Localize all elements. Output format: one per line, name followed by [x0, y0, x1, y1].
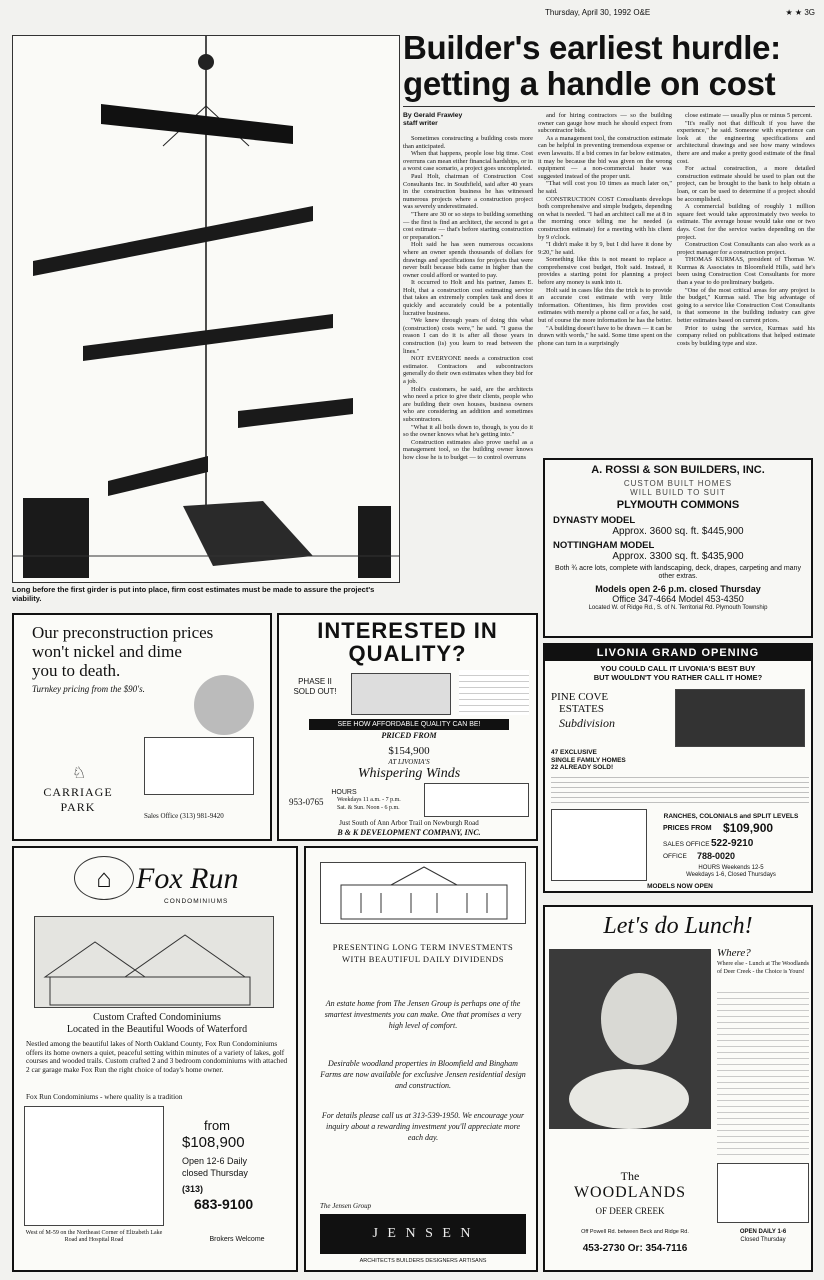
paragraph: and for hiring contractors — so the building owner can gauge how much he should expect from subcontractor bids.	[538, 112, 672, 135]
jensen-estate-illustration	[320, 862, 526, 924]
woodlands-location-map	[717, 1163, 809, 1223]
rossi-model-1-detail: Approx. 3600 sq. ft. $445,900	[612, 526, 744, 537]
jensen-logo: J E N S E N	[320, 1214, 526, 1254]
rossi-community: PLYMOUTH COMMONS	[616, 499, 740, 511]
fox-run-sub: CONDOMINIUMS	[164, 898, 229, 905]
livonia-models-open: MODELS NOW OPEN	[647, 883, 713, 890]
pine-cove-house-photo	[675, 689, 805, 747]
livonia-count-1: 47 EXCLUSIVE	[551, 749, 597, 756]
paragraph: close estimate — usually plus or minus 5 percent.	[685, 112, 813, 119]
byline-name: By Gerald Frawley	[403, 112, 463, 119]
page-number: ★ ★ 3G	[785, 8, 815, 17]
paragraph: Holt said in cases like this the trick is to provide an accurate cost estimate with very little information. Oftentimes, his firm provides cost estimates with merely a phone call or a fax, he said, but of course the more information he has the better.	[538, 286, 672, 325]
quality-hours-1: Weekdays 11 a.m. - 7 p.m.	[337, 797, 401, 803]
woodlands-open-1: OPEN DAILY 1-6	[739, 1229, 787, 1235]
fox-run-line-2: Located in the Beautiful Woods of Waterford	[66, 1024, 248, 1035]
quality-at: AT LIVONIA'S	[388, 758, 430, 766]
woodlands-deer-creek-ad	[543, 905, 813, 1272]
carriage-tagline: Turnkey pricing from the $90's.	[32, 684, 145, 694]
jensen-group-ad	[304, 846, 538, 1272]
quality-title-2: QUALITY?	[348, 641, 467, 666]
jensen-group-name: The Jensen Group	[320, 1202, 372, 1210]
livonia-price-label: PRICES FROM	[663, 825, 712, 832]
woodlands-location: Off Powell Rd. between Beck and Ridge Rd.	[581, 1229, 689, 1235]
woodlands-the: The	[620, 1169, 640, 1183]
quality-hours-2: Sat. & Sun. Noon - 6 p.m.	[337, 805, 400, 811]
fox-run-tagline: Fox Run Condominiums - where quality is a tradition	[26, 1092, 183, 1101]
fox-run-location-map	[24, 1106, 164, 1226]
jensen-body-2: Desirable woodland properties in Bloomfield and Bingham Farms are now available for exclusive Jensen residential design and construction.	[320, 1059, 526, 1090]
jensen-headline-2: WITH BEAUTIFUL DAILY DIVIDENDS	[341, 954, 504, 964]
pine-cove-estates-ad	[543, 643, 813, 893]
quality-house-photo	[351, 673, 451, 715]
quality-hours-label: HOURS	[331, 789, 357, 796]
rossi-hours: Models open 2-6 p.m. closed Thursday	[595, 584, 761, 594]
paragraph: It occurred to Holt and his partner, James E. Holt, that a construction cost estimating service that takes an extremely complex task and does it quickly and accurately could be a potentially lucrative business.	[403, 279, 533, 317]
rossi-sub-2: WILL BUILD TO SUIT	[630, 488, 726, 497]
fox-run-building-illustration	[34, 916, 274, 1008]
livonia-count-2: SINGLE FAMILY HOMES	[551, 756, 626, 764]
rossi-title: A. ROSSI & SON BUILDERS, INC.	[591, 464, 765, 476]
fox-run-line-1: Custom Crafted Condominiums	[93, 1012, 221, 1023]
paragraph: As a management tool, the construction estimate can be helpful in preventing tremendous expense or even lawsuits. If a bid comes in far below estimates, it may be because the bid was given on the wrong equipment — a non-commercial heater was suggested instead of the proper unit.	[538, 134, 672, 180]
fox-run-area-code: (313)	[182, 1184, 204, 1194]
fox-run-phone: 683-9100	[194, 1196, 254, 1212]
woodlands-phones: 453-2730 Or: 354-7116	[582, 1243, 688, 1254]
pine-cove-name-3: Subdivision	[559, 716, 615, 730]
lunch-question: Where else - Lunch at The Woodlands of Deer Creek - the Choice is Yours!	[717, 961, 809, 975]
jensen-body-1: An estate home from The Jensen Group is perhaps one of the smartest investments you can make. One that promises a very high level of comfort.	[324, 999, 522, 1030]
rossi-features: Both ¾ acre lots, complete with landscaping, deck, drapes, carpeting and many other extras.	[555, 565, 801, 580]
fox-run-from: from	[204, 1118, 230, 1133]
livonia-hours-2: Weekdays 1-6, Closed Thursdays	[686, 872, 776, 878]
paragraph: "There are 30 or so steps to building something — the first is find an architect, the second is get a cost estimate — that's before starting construction or preparation."	[403, 210, 533, 241]
quality-phase: PHASE II	[298, 677, 332, 686]
carriage-headline-3: you to death.	[32, 661, 121, 680]
paragraph: "What it all boils down to, though, is you do it so the owner knows what he's getting into."	[403, 423, 533, 439]
whispering-winds-ad	[277, 613, 538, 841]
headline-line-2: getting a handle on cost	[403, 65, 776, 102]
article-column-1	[403, 135, 533, 583]
paragraph: Paul Holt, chairman of Construction Cost Consultants Inc. in Southfield, said after 40 years in the construction business he has witnessed numerous projects where a construction project was severely underestimated.	[403, 172, 533, 211]
livonia-body-text	[551, 773, 809, 807]
quality-phone: 953-0765	[289, 797, 324, 807]
article-headline	[403, 30, 815, 105]
byline-role: staff writer	[403, 120, 438, 127]
carriage-office: Sales Office (313) 981-9420	[144, 812, 224, 820]
paragraph: When that happens, people lose big time. Cost overruns can mean either financial hardships, or in a worst case scenario, a project goes uncompleted.	[403, 150, 533, 173]
byline	[403, 112, 533, 132]
rossi-model-2-detail: Approx. 3300 sq. ft. $435,900	[612, 551, 744, 562]
livonia-banner: LIVONIA GRAND OPENING	[545, 645, 811, 661]
carriage-park-ad	[12, 613, 272, 841]
quality-company: B & K DEVELOPMENT COMPANY, INC.	[337, 828, 481, 837]
nickel-coin-icon	[194, 675, 254, 735]
woodlands-name: WOODLANDS	[573, 1184, 687, 1201]
paragraph: Construction Cost Consultants can also work as a project manager for a construction project.	[677, 241, 815, 256]
livonia-count-3: 22 ALREADY SOLD!	[551, 764, 614, 771]
livonia-sales-phone: 522-9210	[711, 838, 754, 849]
girder-photo	[12, 35, 400, 583]
quality-location: Just South of Ann Arbor Trail on Newburgh Road	[339, 819, 479, 827]
rossi-builders-ad	[543, 458, 813, 638]
page-header	[545, 8, 815, 22]
quality-sold-out: SOLD OUT!	[293, 687, 337, 696]
pine-cove-name-1: PINE COVE	[551, 691, 609, 703]
rossi-model-2: NOTTINGHAM MODEL	[553, 540, 655, 551]
carriage-name-1: CARRIAGE	[43, 785, 113, 799]
girder-illustration	[13, 36, 400, 583]
paragraph: "We knew through years of doing this what (construction) costs were," he said. "I guess the reason I can do it is after all those years in construction (is) you learn to read between the lines."	[403, 317, 533, 355]
livonia-office-label: OFFICE	[663, 853, 687, 860]
carriage-headline-2: won't nickel and dime	[32, 642, 182, 661]
pine-cove-name-2: ESTATES	[559, 703, 604, 715]
carriage-headline-1: Our preconstruction prices	[32, 623, 214, 642]
jensen-footer: ARCHITECTS BUILDERS DESIGNERS ARTISANS	[359, 1258, 487, 1264]
quality-banner: SEE HOW AFFORDABLE QUALITY CAN BE!	[309, 719, 509, 730]
article-column-3	[677, 112, 815, 452]
quality-price: $154,900	[388, 745, 430, 757]
livonia-office-phone: 788-0020	[697, 851, 736, 861]
paragraph: Holt said he has seen numerous occasions where an owner spends thousands of dollars for drawings and specifications for projects that were never built because bids came in higher than the owner could afford or wanted to pay.	[403, 241, 533, 279]
fox-run-open-1: Open 12-6 Daily	[182, 1156, 248, 1166]
issue-date: Thursday, April 30, 1992 O&E	[545, 8, 651, 17]
article-column-2	[538, 112, 672, 452]
fox-run-ad	[12, 846, 298, 1272]
woodlands-of: OF DEER CREEK	[595, 1206, 665, 1216]
livonia-price: $109,900	[723, 821, 774, 835]
livonia-hours-1: HOURS Weekends 12-5	[698, 865, 764, 871]
fox-run-price: $108,900	[182, 1134, 245, 1151]
paragraph: "A building doesn't have to be drawn — it can be drawn with words," he said. Some time spent on the phone can turn in a surprisingly	[538, 324, 672, 347]
quality-community-name: Whispering Winds	[357, 766, 461, 781]
livonia-counts	[551, 749, 671, 772]
quality-blurb	[459, 670, 529, 715]
fox-run-logo-icon: ⌂	[74, 856, 134, 900]
livonia-line-1: YOU COULD CALL IT LIVONIA'S BEST BUY	[600, 664, 756, 673]
paragraph: "I didn't make it by 9, but I did have it done by 9:20," he said.	[538, 241, 672, 256]
rossi-phones: Office 347-4664 Model 453-4350	[612, 594, 744, 604]
carriage-name-2: PARK	[60, 800, 96, 814]
woodlands-open-2: Closed Thursday	[740, 1237, 786, 1243]
lunch-title: Let's do Lunch!	[603, 913, 753, 939]
paragraph: CONSTRUCTION COST Consultants develops both comprehensive and simple budgets, depending on what is needed. "I had an architect call me at 8 in the morning once telling me he needed (a construction estimate) for a meeting with his client by 9 o'clock.	[538, 195, 672, 241]
lunch-body-text	[717, 987, 809, 1157]
rossi-sub-1: CUSTOM BUILT HOMES	[623, 479, 733, 488]
paragraph: Sometimes constructing a building costs more than anticipated.	[403, 135, 533, 150]
quality-priced-from: PRICED FROM	[381, 731, 437, 740]
headline-rule	[403, 106, 815, 107]
fox-run-name: Fox Run	[136, 862, 239, 895]
jensen-body-3: For details please call us at 313-539-1950. We encourage your inquiry about a rewarding investment you'll appreciate more each day.	[321, 1111, 525, 1142]
paragraph: NOT EVERYONE needs a construction cost estimator. Contractors and subcontractors generally do their own estimates when they bid for a job.	[403, 355, 533, 385]
lunch-woman-photo	[549, 949, 711, 1129]
rossi-location: Located W. of Ridge Rd., S. of N. Territorial Rd. Plymouth Township	[588, 605, 768, 611]
paragraph: A commercial building of roughly 1 million square feet would take approximately two weeks to estimate. The average house would take one or two days. Cost for the service varies depending on the project.	[677, 203, 815, 241]
paragraph: Prior to using the service, Kurmas said his company relied on publications that helped estimate costs by building type and size.	[677, 324, 815, 347]
carriage-location-map	[144, 737, 254, 795]
carriage-logo-icon: ♘	[71, 765, 87, 782]
quality-location-map	[424, 783, 529, 817]
livonia-styles: RANCHES, COLONIALS and SPLIT LEVELS	[663, 813, 799, 820]
paragraph: Holt's customers, he said, are the architects who need a price to give their clients, people who are building their own houses, business owners who are considering an addition and sometimes subcontractors.	[403, 385, 533, 423]
paragraph: THOMAS KURMAS, president of Thomas W. Kurmas & Associates in Bloomfield Hills, said he's been using Construction Cost Consultants for more than a year to do preliminary budgets.	[677, 256, 815, 287]
livonia-line-2: BUT WOULDN'T YOU RATHER CALL IT HOME?	[593, 673, 763, 682]
fox-run-open-2: closed Thursday	[182, 1168, 248, 1178]
jensen-headline-1: PRESENTING LONG TERM INVESTMENTS	[332, 942, 514, 952]
lunch-where: Where?	[717, 947, 751, 959]
paragraph: Construction estimates also prove useful as a management tool, so the building owner knows how close he is to budget — to control overruns	[403, 438, 533, 461]
fox-run-brokers: Brokers Welcome	[209, 1236, 265, 1243]
livonia-location-map	[551, 809, 647, 881]
paragraph: "That will cost you 10 times as much later on," he said.	[538, 180, 672, 195]
paragraph: Something like this is not meant to replace a comprehensive cost budget, Holt said. Instead, it provides a starting point for planning a project before any money is sunk into it.	[538, 256, 672, 287]
livonia-sales-label: SALES OFFICE	[663, 841, 710, 848]
quality-title-1: INTERESTED IN	[317, 618, 498, 643]
photo-caption: Long before the first girder is put into place, firm cost estimates must be made to assure the project's viability.	[12, 585, 375, 603]
fox-run-body: Nestled among the beautiful lakes of North Oakland County, Fox Run Condominiums offers its home owners a quiet, peaceful setting within minutes of a variety of lakes, golf courses and wooded trails. Custom crafted 2 and 3 bedroom condominiums with attached 2 car garage make Fox Run the right choice of today's home owner.	[26, 1039, 288, 1074]
headline-line-1: Builder's earliest hurdle:	[403, 29, 781, 66]
paragraph: "It's really not that difficult if you have the experience," he said. Someone with experience can look at the engineering specifications and architectural drawings and see how many windows there are and make a pretty good estimate of the final cost.	[677, 119, 815, 165]
rossi-model-1: DYNASTY MODEL	[553, 515, 636, 526]
paragraph: "One of the most critical areas for any project is the budget," Kurmas said. The big advantage of going to a service like Construction Cost Consultants is that someone in the building industry can give better estimates based on current prices.	[677, 286, 815, 325]
fox-run-location: West of M-59 on the Northeast Corner of Elizabeth Lake Road and Hospital Road	[25, 1230, 163, 1243]
paragraph: For actual construction, a more detailed construction estimate should be used to plan out the project, can be brought to the bank to help obtain a loan, or can be used to determine if a project should be accomplished.	[677, 165, 815, 203]
